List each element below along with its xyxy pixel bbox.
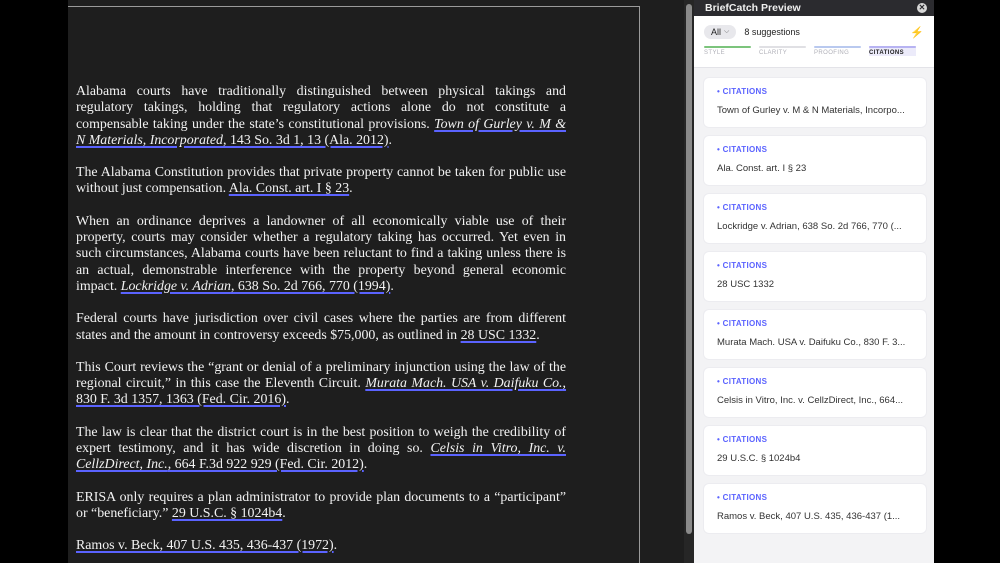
suggestion-category: • CITATIONS [717, 145, 768, 154]
suggestion-category: • CITATIONS [717, 493, 768, 502]
suggestion-card[interactable] [704, 136, 926, 185]
document-paragraph[interactable] [76, 165, 566, 198]
filter-dropdown-label: All [711, 27, 722, 37]
tab-label: CLARITY [759, 50, 788, 56]
suggestion-category: • CITATIONS [717, 203, 768, 212]
citation-text[interactable]: 28 USC 1332 [460, 327, 537, 343]
citation-text[interactable]: 29 U.S.C. § 1024b4 [171, 505, 283, 521]
suggestion-card[interactable] [704, 78, 926, 127]
suggestion-category: • CITATIONS [717, 435, 768, 444]
category-tabs [704, 46, 924, 56]
document-paragraph[interactable] [76, 311, 566, 344]
suggestion-card[interactable] [704, 310, 926, 359]
document-paragraph[interactable] [76, 360, 566, 409]
document-body[interactable] [76, 84, 566, 563]
suggestion-text: Ala. Const. art. I § 23 [717, 163, 807, 174]
suggestion-text: Lockridge v. Adrian, 638 So. 2d 766, 770 (... [717, 221, 902, 232]
suggestion-text: Town of Gurley v. M & N Materials, Incorpo... [717, 105, 905, 116]
body-text: . [388, 132, 393, 148]
body-text: This Court reviews the “grant or denial of a preliminary injunction using the law of the regional circuit,” in this case the Eleventh Circuit. [76, 359, 566, 392]
tab-label: CITATIONS [869, 50, 905, 56]
document-paragraph[interactable] [76, 84, 566, 149]
tab-label: STYLE [704, 50, 726, 56]
citation-text[interactable]: Murata Mach. USA v. Daifuku Co. [365, 376, 563, 392]
suggestion-card[interactable] [704, 484, 926, 533]
tab-clarity[interactable] [759, 46, 806, 56]
suggestion-text: 28 USC 1332 [717, 279, 775, 290]
panel-title: BriefCatch Preview [705, 2, 801, 14]
suggestion-count: 8 suggestions [744, 27, 800, 37]
body-text: . [363, 457, 368, 473]
tab-proofing[interactable] [814, 46, 861, 56]
document-page [68, 6, 640, 563]
body-text: . [285, 392, 290, 408]
suggestion-category: • CITATIONS [717, 261, 768, 270]
citation-text[interactable]: Celsis in Vitro, Inc. v. CellzDirect, Inc. [76, 441, 566, 473]
citation-text[interactable]: , 830 F. 3d 1357, 1363 (Fed. Cir. 2016) [76, 376, 567, 408]
citation-text[interactable]: , 638 So. 2d 766, 770 (1994) [230, 278, 391, 294]
body-text: When an ordinance deprives a landowner of all economically viable use of their property, courts may consider whether a regulatory taking has occurred. Yet even in such circumstances, Alabama courts have been reluctant to find a taking unless there is an actual, demonstrable interference with the property beyond general economic impact. [76, 213, 566, 294]
document-scrollbar-thumb[interactable] [686, 4, 692, 534]
tab-citations[interactable] [869, 46, 916, 56]
citation-text[interactable]: Ramos v. Beck, 407 U.S. 435, 436-437 (1972) [76, 538, 334, 554]
body-text: . [349, 181, 353, 197]
tab-label: PROOFING [814, 50, 850, 56]
filter-dropdown[interactable] [704, 25, 736, 39]
document-paragraph[interactable] [76, 490, 566, 523]
suggestion-category: • CITATIONS [717, 319, 768, 328]
body-text: . [536, 327, 540, 343]
body-text: . [390, 278, 394, 294]
suggestion-card[interactable] [704, 252, 926, 301]
suggestion-category: • CITATIONS [717, 377, 768, 386]
tab-indicator [759, 46, 806, 48]
chevron-down-icon: ⌵ [724, 28, 730, 35]
document-paragraph[interactable] [76, 425, 566, 474]
body-text: . [282, 505, 286, 521]
tab-indicator [704, 46, 751, 48]
body-text: Federal courts have jurisdiction over civil cases where the parties are from different states and the amount in controversy exceeds $75,000, as outlined in [76, 311, 566, 343]
document-canvas[interactable] [68, 0, 688, 563]
body-text: Alabama courts have traditionally distinguished between physical takings and regulatory takings, holding that regulatory actions alone do not constitute a compensable taking under the state’s constitutional provisions. [76, 84, 566, 132]
panel-header [694, 0, 934, 16]
close-icon[interactable]: ✕ [918, 3, 926, 12]
filter-row [704, 24, 924, 40]
document-paragraph[interactable] [76, 538, 566, 554]
citation-text[interactable]: Ala. Const. art. I § 23 [228, 181, 350, 197]
filter-bar [694, 16, 934, 68]
citation-text[interactable]: Town of Gurley v. M & N Materials, Incorporated [76, 116, 566, 148]
citation-text[interactable]: , 664 F.3d 922 929 (Fed. Cir. 2012) [167, 457, 364, 473]
suggestion-list [704, 78, 926, 542]
briefcatch-panel [694, 0, 934, 563]
suggestion-text: Celsis in Vitro, Inc. v. CellzDirect, Inc., 664... [717, 395, 904, 406]
suggestion-card[interactable] [704, 368, 926, 417]
body-text: The Alabama Constitution provides that private property cannot be taken for public use without just compensation. [76, 165, 566, 197]
body-text: . [333, 538, 338, 554]
document-paragraph[interactable] [76, 214, 566, 295]
suggestion-card[interactable] [704, 194, 926, 243]
tab-indicator [869, 46, 916, 48]
suggestion-text: 29 U.S.C. § 1024b4 [717, 453, 801, 464]
tab-style[interactable] [704, 46, 751, 56]
tab-indicator [814, 46, 861, 48]
suggestion-text: Ramos v. Beck, 407 U.S. 435, 436-437 (1... [717, 511, 901, 522]
suggestion-text: Murata Mach. USA v. Daifuku Co., 830 F. 3... [717, 337, 906, 348]
suggestion-category: • CITATIONS [717, 87, 768, 96]
citation-text[interactable]: Lockridge v. Adrian [120, 278, 231, 294]
body-text: ERISA only requires a plan administrator to provide plan documents to a “participant” or “beneficiary.” [76, 489, 566, 521]
lightning-icon[interactable]: ⚡ [910, 26, 924, 39]
citation-text[interactable]: , 143 So. 3d 1, 13 (Ala. 2012) [223, 132, 389, 148]
body-text: The law is clear that the district court is in the best position to weigh the credibility of expert testimony, and it has wide discretion in doing so. [76, 424, 566, 457]
suggestion-card[interactable] [704, 426, 926, 475]
